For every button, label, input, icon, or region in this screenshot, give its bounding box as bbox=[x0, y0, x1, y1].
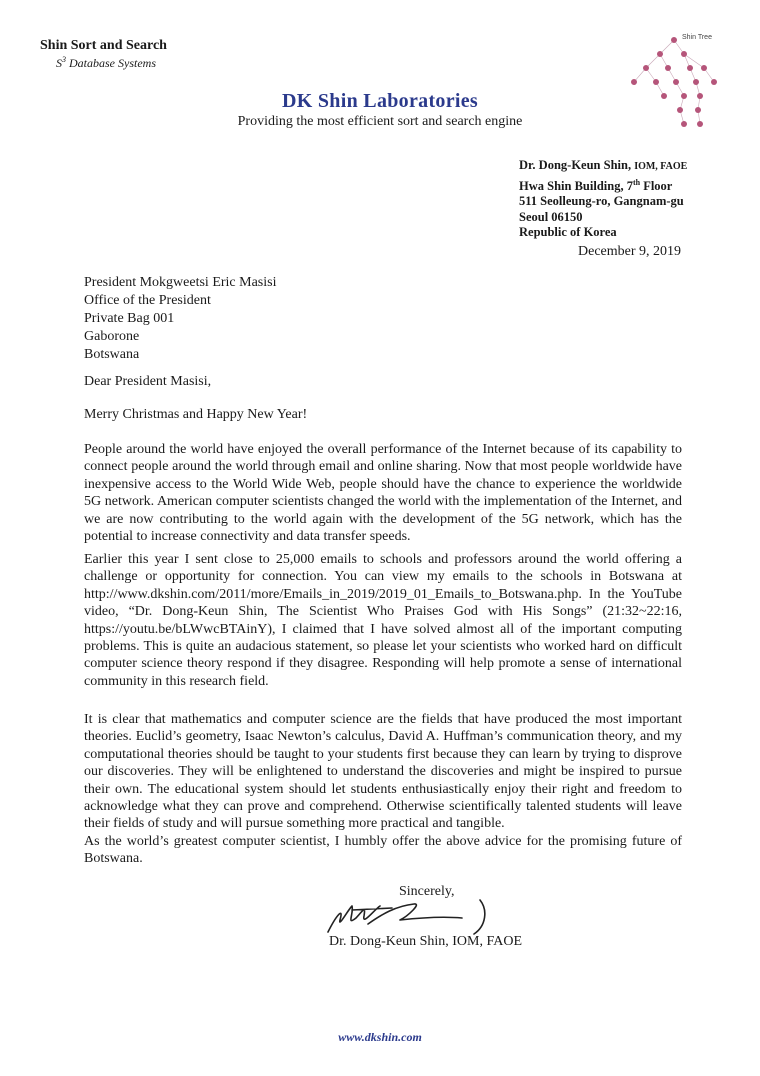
sender-name: Dr. Dong-Keun Shin, IOM, FAOE bbox=[519, 158, 688, 172]
body-paragraph-1: People around the world have enjoyed the overall performance of the Internet because of its capability to connect people around the world through email and online sharing. Now that most people worldwide have inexpensive access to the World Wide Web, people should have the chance to experience the worldwide 5G network. American computer scientists changed the world with the implementation of the Internet, and we are now contributing to the world again with the development of the 5G network, which has the potential to increase connectivity and data transfer speeds. bbox=[84, 442, 682, 545]
sender-street: 511 Seolleung-ro, Gangnam-gu bbox=[519, 194, 684, 209]
recipient-country: Botswana bbox=[84, 347, 140, 362]
greeting-line: Merry Christmas and Happy New Year! bbox=[84, 407, 308, 422]
lab-name: DK Shin Laboratories bbox=[281, 90, 479, 112]
sender-building: Hwa Shin Building, 7th Floor bbox=[519, 177, 673, 193]
logo-label: Shin Tree bbox=[682, 34, 712, 41]
recipient-address bbox=[84, 274, 276, 364]
sender-country: Republic of Korea bbox=[519, 225, 617, 240]
brand-name: Shin Sort and Search bbox=[40, 38, 167, 53]
closing: Sincerely, bbox=[399, 884, 455, 899]
body-paragraph-4: As the world’s greatest computer scientist, I humbly offer the above advice for the promising future of Botswana. bbox=[84, 834, 682, 867]
recipient-office: Office of the President bbox=[84, 293, 211, 308]
recipient-name: President Mokgweetsi Eric Masisi bbox=[84, 275, 277, 290]
brand-subtitle: $S^3$ Database Systems bbox=[56, 55, 156, 70]
letter-date: December 9, 2019 bbox=[578, 244, 682, 259]
website-link[interactable]: www.dkshin.com bbox=[338, 1030, 422, 1044]
sender-address bbox=[519, 158, 687, 241]
recipient-city: Gaborone bbox=[84, 329, 140, 344]
salutation: Dear President Masisi, bbox=[84, 374, 212, 389]
sender-city: Seoul 06150 bbox=[519, 209, 583, 224]
recipient-bag: Private Bag 001 bbox=[84, 311, 175, 326]
body-paragraph-2: Earlier this year I sent close to 25,000 emails to schools and professors around the world offering a challenge or opportunity for connection. You can view my emails to the schools in Botswana at http://www.dkshin.com/2011/more/Emails_in_2019/2019_01_Emails_to_Botswana.php. In the YouTube video, “Dr. Dong-Keun Shin, The Scientist Who Praises God with His Songs” (21:32~22:16, https://youtu.be/bLWwcBTAinY), I claimed that I have solved almost all of the important computing problems. This is quite an audacious statement, so please let your scientists who worked hard on difficult computer science theory respond if they disagree. Responding will help promote a sense of international community in this research field. bbox=[84, 552, 682, 689]
lab-tagline: Providing the most efficient sort and search engine bbox=[237, 114, 523, 129]
body-paragraph-3: It is clear that mathematics and computer science are the fields that have produced the most important theories. Euclid’s geometry, Isaac Newton’s calculus, David A. Huffman’s communication theory, and my computational theories should be taught to your students first because they can learn by trying to disprove our discoveries. They will be enlightened to understand the discoveries and might be inspired to pursue their own. The educational system should let students enthusiastically enjoy their right and freedom to acknowledge what they can prove and comprehend. Otherwise scientifically talented students will leave their fields of study and will pursue something more practical and tangible. bbox=[84, 712, 682, 832]
signer-name: Dr. Dong-Keun Shin, IOM, FAOE bbox=[329, 934, 523, 949]
shin-tree-logo bbox=[612, 28, 732, 132]
